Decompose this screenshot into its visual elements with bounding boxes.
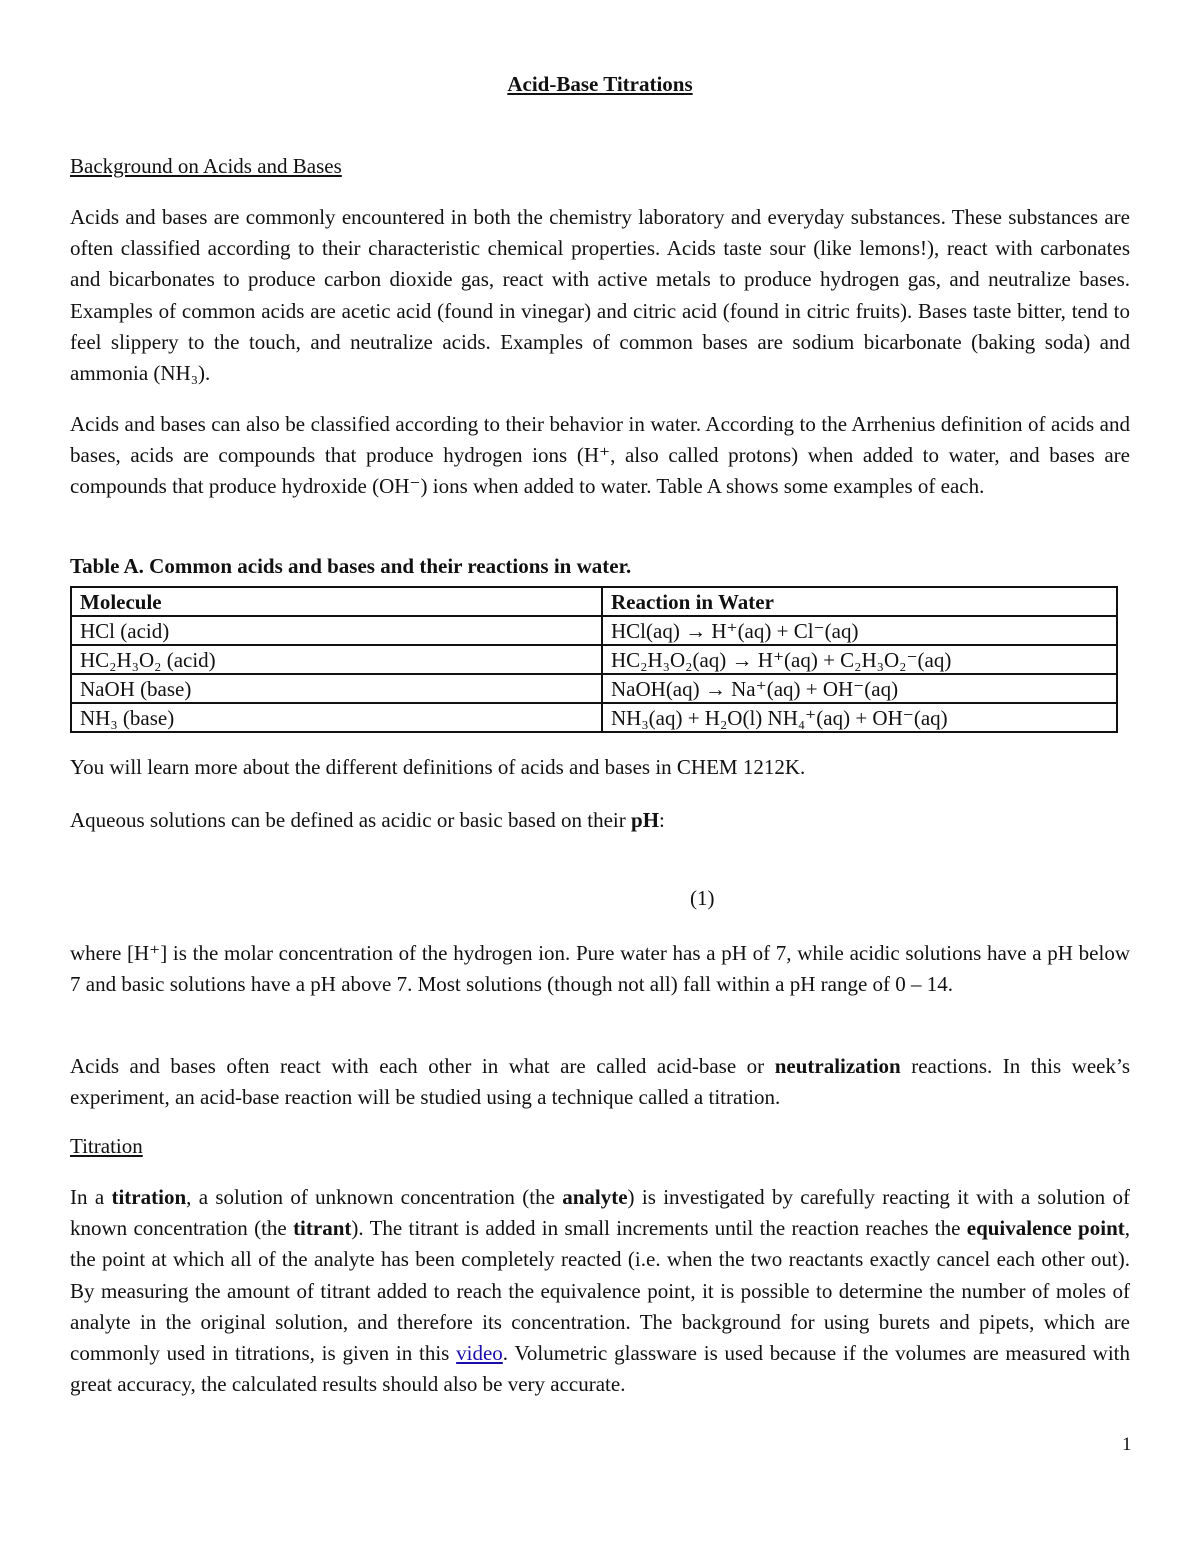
titration-text: , a solution of unknown concentration (the: [186, 1185, 563, 1209]
neutralization-text-before: Acids and bases often react with each other in what are called acid-base or: [70, 1054, 775, 1078]
table-cell-reaction: NH₃(aq) + H₂O(l) NH₄⁺(aq) + OH⁻(aq): [602, 703, 1117, 732]
table-cell-reaction: NaOH(aq) → Na⁺(aq) + OH⁻(aq): [602, 674, 1117, 703]
term-titration: titration: [111, 1185, 187, 1209]
page-title: Acid-Base Titrations: [507, 72, 693, 96]
table-cell-reaction: HCl(aq) → H⁺(aq) + Cl⁻(aq): [602, 616, 1117, 645]
table-header-row: [71, 587, 1117, 616]
table-cell-molecule: HC₂H₃O₂ (acid): [71, 645, 602, 674]
table-cell-molecule: NH₃ (base): [71, 703, 602, 732]
titration-text: ). The titrant is added in small increments until the reaction reaches the: [351, 1216, 967, 1241]
table-row: [71, 674, 1117, 703]
paragraph-ph-range: where [H⁺] is the molar concentration of the hydrogen ion. Pure water has a pH of 7, while acidic solutions have a pH below 7 and basic solutions have a pH above 7. Most solutions (though not all) fall within a pH range of 0 – 14.: [70, 941, 1130, 997]
term-titrant: titrant: [293, 1216, 352, 1241]
table-cell-reaction: HC₂H₃O₂(aq) → H⁺(aq) + C₂H₃O₂⁻(aq): [602, 645, 1117, 674]
titration-text: ) is investigated by carefully reacting it with a solution of known concentration (the: [70, 1185, 1130, 1241]
table-header-molecule: Molecule: [71, 587, 602, 616]
ph-intro-text: Aqueous solutions can be defined as acidic or basic based on their: [70, 808, 632, 832]
ph-intro-colon: :: [659, 808, 665, 832]
paragraph-titration: [70, 1182, 1130, 1400]
page-number: 1: [1122, 1434, 1132, 1455]
paragraph-neutralization: [70, 1051, 1130, 1113]
ph-term: pH: [631, 808, 660, 832]
titration-text: , the point at which all of the analyte has been completely reacted (i.e. when the two reactants exactly cancel each other out). By measuring the amount of titrant added to reach the equivalence point, it is possible to determine the number of moles of analyte in the original solution, and therefore its concentration. The background for using burets and pipets, which are commonly used in titrations, is given in this: [70, 1216, 1130, 1366]
neutralization-term: neutralization: [774, 1054, 901, 1078]
table-header-reaction: Reaction in Water: [602, 587, 1117, 616]
paragraph-chem-1212k: You will learn more about the different definitions of acids and bases in CHEM 1212K.: [70, 755, 806, 779]
neutralization-text-after: reactions. In this week’s experiment, an acid-base reaction will be studied using a technique called a titration.: [70, 1054, 1130, 1110]
term-equivalence-point: equivalence point: [966, 1216, 1125, 1241]
table-cell-molecule: HCl (acid): [71, 616, 602, 645]
table-row: [71, 703, 1117, 732]
term-analyte: analyte: [562, 1185, 628, 1209]
section-heading-titration: Titration: [70, 1134, 143, 1158]
acids-bases-table: [70, 586, 1118, 733]
paragraph-ph-intro: [70, 805, 1130, 836]
paragraph-arrhenius: Acids and bases can also be classified according to their behavior in water. According to the Arrhenius definition of acids and bases, acids are compounds that produce hydrogen ions (H⁺, also called protons) when added to water, and bases are compounds that produce hydroxide (OH⁻) ions when added to water. Table A shows some examples of each.: [70, 412, 1130, 499]
table-caption: Table A. Common acids and bases and their reactions in water.: [70, 554, 632, 578]
titration-text: . Volumetric glassware is used because if the volumes are measured with great accuracy, the calculated results should also be very accurate.: [70, 1341, 1130, 1397]
table-cell-molecule: NaOH (base): [71, 674, 602, 703]
section-heading-background: Background on Acids and Bases: [70, 154, 342, 178]
titration-text: In a: [70, 1185, 112, 1209]
table-row: [71, 645, 1117, 674]
table-row: [71, 616, 1117, 645]
video-link[interactable]: video: [456, 1341, 503, 1366]
paragraph-acids-bases-intro: Acids and bases are commonly encountered in both the chemistry laboratory and everyday substances. These substances are often classified according to their characteristic chemical properties. Acids taste sour (like lemons!), react with carbonates and bicarbonates to produce carbon dioxide gas, react with active metals to produce hydrogen gas, and neutralize bases. Examples of common acids are acetic acid (found in vinegar) and citric acid (found in citric fruits). Bases taste bitter, tend to feel slippery to the touch, and neutralize acids. Examples of common bases are sodium bicarbonate (baking soda) and ammonia (NH₃).: [70, 205, 1130, 386]
equation-number: (1): [690, 886, 715, 910]
